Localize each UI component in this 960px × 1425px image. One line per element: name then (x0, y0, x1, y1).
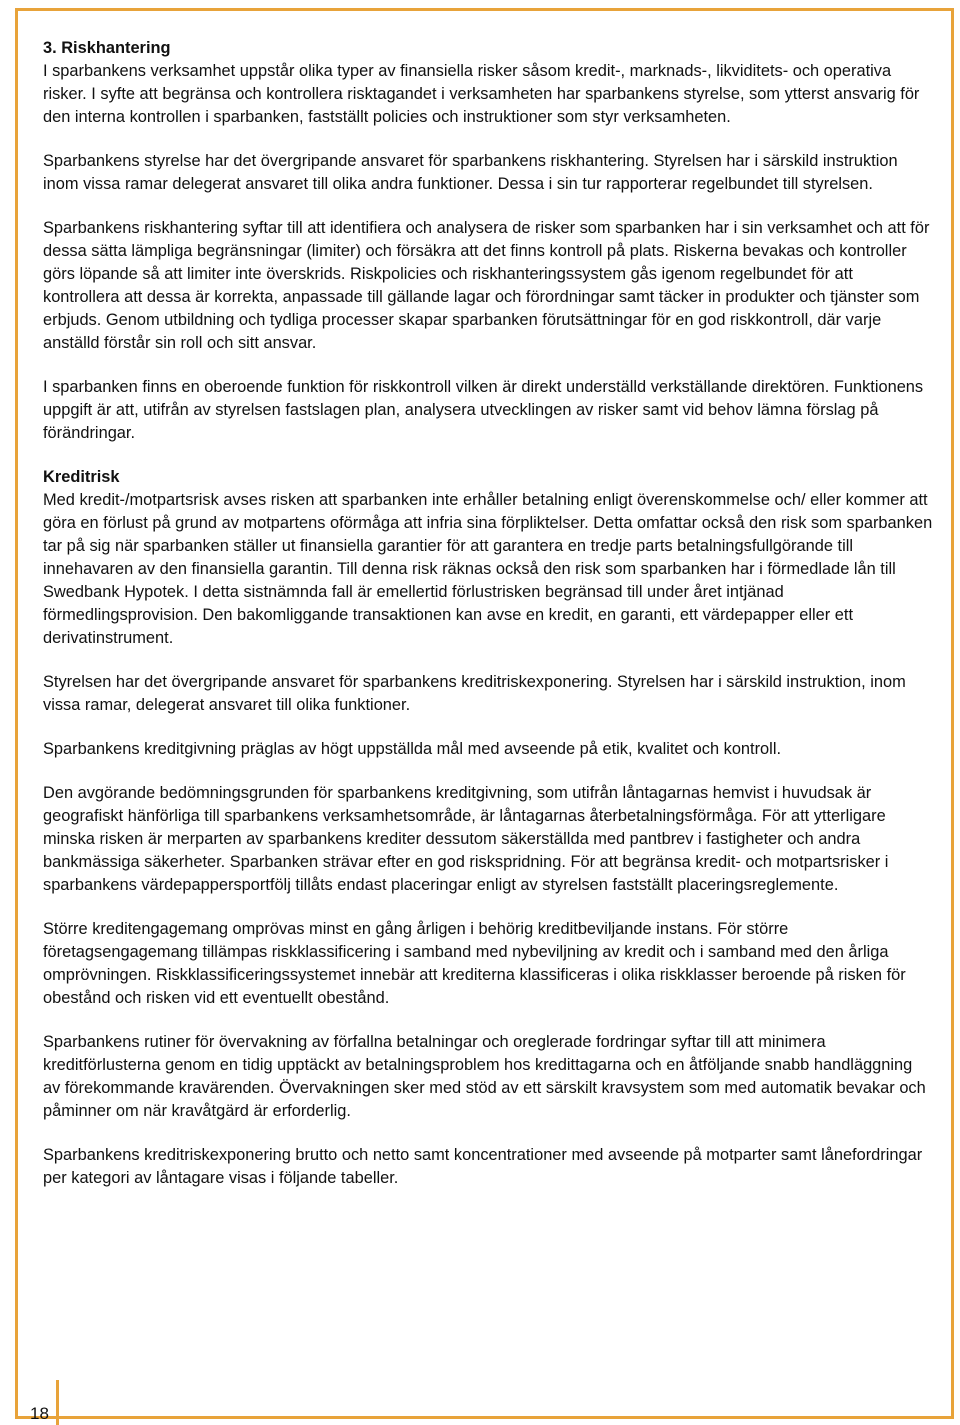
risk-paragraph-2: Sparbankens styrelse har det övergripande ansvaret för sparbankens riskhantering. Styrelsen har i särskild instruktion inom vissa ramar delegerat ansvaret till olika andra funktioner. Dessa i sin tur rapporterar regelbundet till styrelsen. (43, 152, 898, 193)
section-title: 3. Riskhantering (43, 39, 171, 57)
kreditrisk-paragraph-6: Sparbankens rutiner för övervakning av förfallna betalningar och oreglerade fordringar syftar till att minimera kreditförlusterna genom en tidig upptäckt av betalningsproblem hos kredittagarna och en åtföljande snabb handläggning av förekommande kravärenden. Övervakningen sker med stöd av ett särskilt kravsystem som med automatik bevakar och påminner om när kravåtgärd är erforderlig. (43, 1033, 926, 1120)
kreditrisk-paragraph-2: Styrelsen har det övergripande ansvaret för sparbankens kreditriskexponering. Styrelsen har i särskild instruktion, inom vissa ramar, delegerat ansvaret till olika funktioner. (43, 673, 906, 714)
document-body (43, 37, 933, 1190)
page-number: 18 (30, 1404, 49, 1423)
risk-paragraph-3: Sparbankens riskhantering syftar till att identifiera och analysera de risker som sparbanken har i sin verksamhet och att för dessa sätta lämpliga begränsningar (limiter) och försäkra att det finns kontroll på plats. Riskerna bevakas och kontroller görs löpande så att limiter inte överskrids. Riskpolicies och riskhanteringssystem gås igenom regelbundet för att kontrollera att dessa är korrekta, anpassade till gällande lagar och förordningar samt täcker in produkter och tjänster som erbjuds. Genom utbildning och tydliga processer skapar sparbanken förutsättningar för en god riskkontroll, där varje anställd förstår sin roll och sitt ansvar. (43, 219, 930, 352)
footer-divider (56, 1380, 59, 1425)
kreditrisk-paragraph-1: Med kredit-/motpartsrisk avses risken att sparbanken inte erhåller betalning enligt överenskommelse och/ eller kommer att göra en förlust på grund av motpartens oförmåga att infria sina förpliktelser. Detta omfattar också den risk som sparbanken tar på sig när sparbanken ställer ut finansiella garantier för att garantera en tredje parts betalningsfullgörande till innehavaren av den finansiella garantin. Till denna risk räknas också den risk som sparbanken har i förmedlade lån till Swedbank Hypotek. I detta sistnämnda fall är emellertid förlustrisken begränsad till under året intjänad förmedlingsprovision. Den bakomliggande transaktionen kan avse en kredit, en garanti, ett värdepapper eller ett derivatinstrument. (43, 491, 933, 647)
risk-paragraph-4: I sparbanken finns en oberoende funktion för riskkontroll vilken är direkt underställd verkställande direktören. Funktionens uppgift är att, utifrån av styrelsen fastslagen plan, analysera utvecklingen av risker samt vid behov lämna förslag på förändringar. (43, 378, 924, 442)
risk-paragraph-1: I sparbankens verksamhet uppstår olika typer av finansiella risker såsom kredit-, marknads-, likviditets- och operativa risker. I syfte att begränsa och kontrollera risktagandet i verksamheten har sparbankens styrelse, som ytterst ansvarig för den interna kontrollen i sparbanken, fastställt policies och instruktioner som styr verksamheten. (43, 62, 920, 126)
kreditrisk-paragraph-4: Den avgörande bedömningsgrunden för sparbankens kreditgivning, som utifrån låntagarnas hemvist i huvudsak är geografiskt hänförliga till sparbankens verksamhetsområde, är låntagarnas återbetalningsförmåga. För att ytterligare minska risken är merparten av sparbankens krediter dessutom säkerställda med pantbrev i fastigheter och andra bankmässiga säkerheter. Sparbanken strävar efter en god riskspridning. För att begränsa kredit- och motpartsrisker i sparbankens värdepappersportfölj tillåts endast placeringar enligt av styrelsen fastställt placeringsreglemente. (43, 784, 889, 894)
kreditrisk-paragraph-5: Större kreditengagemang omprövas minst en gång årligen i behörig kreditbeviljande instans. För större företagsengagemang tillämpas riskklassificering i samband med nybeviljning av kredit och i samband med den årliga omprövningen. Riskklassificeringssystemet innebär att krediterna klassificeras i olika riskklasser beroende på risken för obestånd och risken vid ett eventuellt obestånd. (43, 920, 906, 1007)
kreditrisk-paragraph-3: Sparbankens kreditgivning präglas av högt uppställda mål med avseende på etik, kvalitet och kontroll. (43, 740, 782, 758)
kreditrisk-paragraph-7: Sparbankens kreditriskexponering brutto och netto samt koncentrationer med avseende på motparter samt lånefordringar per kategori av låntagare visas i följande tabeller. (43, 1146, 923, 1187)
kreditrisk-heading: Kreditrisk (43, 468, 120, 486)
